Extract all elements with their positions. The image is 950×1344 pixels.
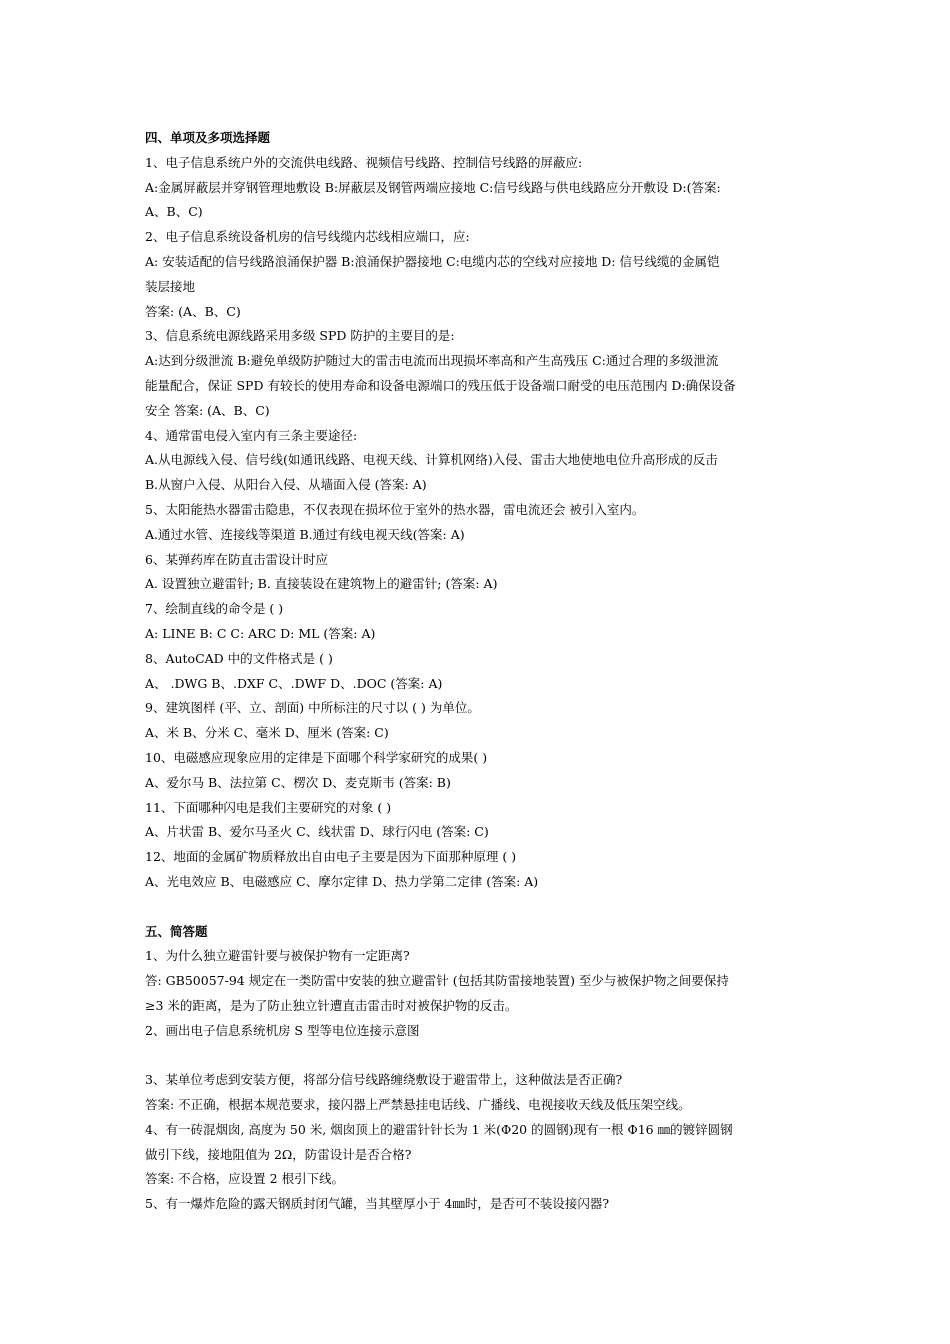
text-line: ≥3 米的距离，是为了防止独立针遭直击雷击时对被保护物的反击。 [145, 997, 518, 1013]
text-line: A:达到分级泄流 B:避免单级防护随过大的雷击电流而出现损坏率高和产生高残压 C:通过合理的多级泄流 [145, 353, 719, 369]
text-line: B.从窗户入侵、从阳台入侵、从墙面入侵 (答案: A) [145, 477, 427, 493]
text-line: 答: GB50057-94 规定在一类防雷中安装的独立避雷针 (包括其防雷接地装置) 至少与被保护物之间要保持 [145, 973, 729, 989]
document-page [145, 126, 817, 1217]
text-line: 7、绘制直线的命令是 ( ) [145, 601, 284, 617]
text-line: 1、为什么独立避雷针要与被保护物有一定距离? [145, 948, 410, 964]
choice-questions-body [145, 151, 817, 895]
text-line: 做引下线，接地阻值为 2Ω，防雷设计是否合格? [145, 1146, 412, 1162]
text-line: A、片状雷 B、爱尔马圣火 C、线状雷 D、球行闪电 (答案: C) [145, 824, 489, 840]
text-line: A.从电源线入侵、信号线(如通讯线路、电视天线、计算机网络)入侵、雷击大地使地电位升高形成的反击 [145, 452, 718, 468]
section-heading-short-answer: 五、简答题 [145, 923, 208, 939]
text-line: A、B、C) [145, 204, 203, 220]
text-line: A、 .DWG B、.DXF C、.DWF D、.DOC (答案: A) [145, 675, 443, 691]
text-line: A、光电效应 B、电磁感应 C、摩尔定律 D、热力学第二定律 (答案: A) [145, 873, 539, 889]
text-line: 答案: 不正确，根据本规范要求，接闪器上严禁悬挂电话线、广播线、电视接收天线及低压架空线。 [145, 1097, 691, 1113]
text-line: 2、画出电子信息系统机房 S 型等电位连接示意图 [145, 1022, 420, 1038]
text-line: 5、太阳能热水器雷击隐患，不仅表现在损坏位于室外的热水器，雷电流还会 被引入室内。 [145, 501, 645, 517]
text-line: 8、AutoCAD 中的文件格式是 ( ) [145, 650, 333, 666]
text-line: 11、下面哪种闪电是我们主要研究的对象 ( ) [145, 799, 392, 815]
text-line: 答案: (A、B、C) [145, 303, 241, 319]
text-line: 4、有一砖混烟囱, 高度为 50 米, 烟囱顶上的避雷针针长为 1 米(Φ20 的圆钢)现有一根 Φ16 ㎜的镀锌圆钢 [145, 1121, 733, 1137]
text-line: A: 安装适配的信号线路浪涌保护器 B:浪涌保护器接地 C:电缆内芯的空线对应接地 D: 信号线缆的金属铠 [145, 253, 720, 269]
text-line: A.通过水管、连接线等渠道 B.通过有线电视天线(答案: A) [145, 526, 465, 542]
text-line: A. 设置独立避雷针; B. 直接装设在建筑物上的避雷针; (答案: A) [145, 576, 498, 592]
text-line: 安全 答案: (A、B、C) [145, 402, 270, 418]
text-line: 2、电子信息系统设备机房的信号线缆内芯线相应端口，应: [145, 229, 470, 245]
text-line: 3、某单位考虑到安装方便，将部分信号线路缠绕敷设于避雷带上，这种做法是否正确? [145, 1072, 623, 1088]
text-line: 5、有一爆炸危险的露天钢质封闭气罐，当其壁厚小于 4㎜时，是否可不装设接闪器? [145, 1196, 610, 1212]
blank-line [145, 1043, 817, 1068]
text-line: 9、建筑图样 (平、立、剖面) 中所标注的尺寸以 ( ) 为单位。 [145, 700, 480, 716]
text-line: 12、地面的金属矿物质释放出自由电子主要是因为下面那种原理 ( ) [145, 849, 517, 865]
text-line: A: LINE B: C C: ARC D: ML (答案: A) [145, 625, 376, 641]
text-line: 3、信息系统电源线路采用多级 SPD 防护的主要目的是: [145, 328, 455, 344]
text-line: 10、电磁感应现象应用的定律是下面哪个科学家研究的成果( ) [145, 749, 488, 765]
section-heading-choice-questions: 四、单项及多项选择题 [145, 130, 271, 145]
text-line: A:金属屏蔽层并穿钢管理地敷设 B:屏蔽层及钢管两端应接地 C:信号线路与供电线路应分开敷设 D:(答案: [145, 179, 721, 195]
text-line: A、爱尔马 B、法拉第 C、楞次 D、麦克斯韦 (答案: B) [145, 774, 451, 790]
text-line: 能量配合，保证 SPD 有较长的使用寿命和设备电源端口的残压低于设备端口耐受的电压范围内 D:确保设备 [145, 377, 736, 393]
text-line: 装层接地 [145, 278, 196, 294]
text-line: 4、通常雷电侵入室内有三条主要途径: [145, 427, 358, 443]
text-line: 6、某弹药库在防直击雷设计时应 [145, 551, 328, 567]
short-answer-body [145, 944, 817, 1217]
text-line: 1、电子信息系统户外的交流供电线路、视频信号线路、控制信号线路的屏蔽应: [145, 154, 583, 170]
text-line: A、米 B、分米 C、毫米 D、厘米 (答案: C) [145, 725, 389, 741]
blank-line [145, 895, 817, 920]
text-line: 答案: 不合格，应设置 2 根引下线。 [145, 1171, 345, 1187]
